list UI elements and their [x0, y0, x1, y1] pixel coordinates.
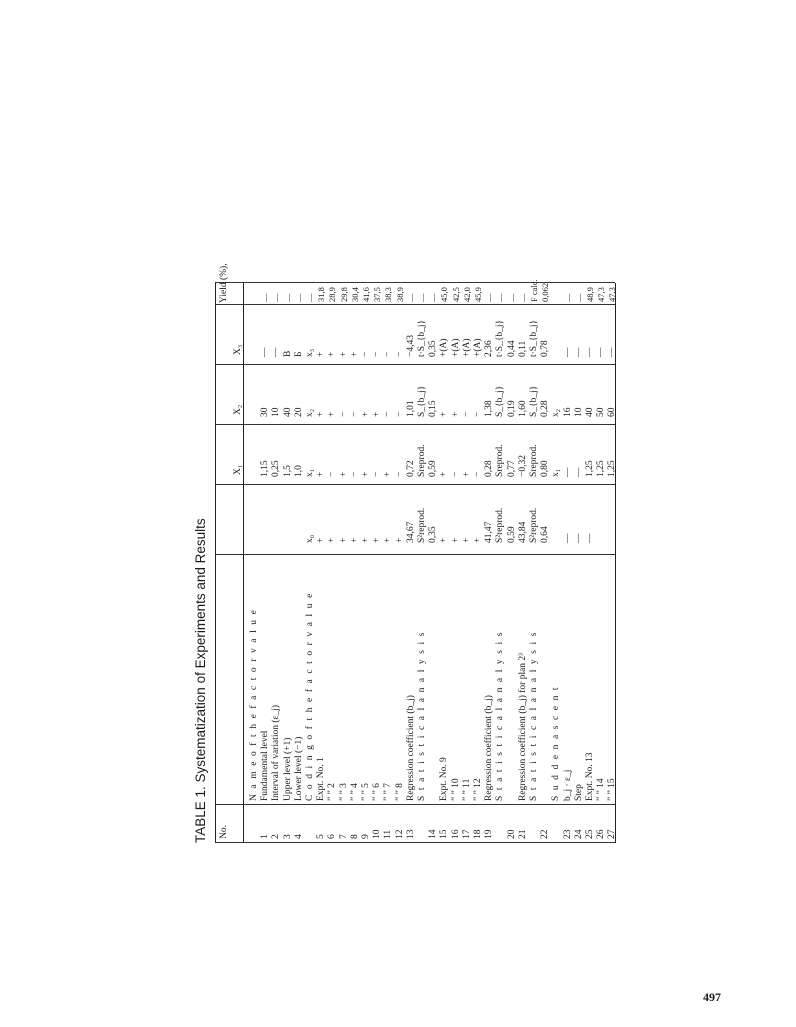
cell-x1: − [450, 471, 461, 477]
cell-label: Expt. No. 13 [585, 752, 595, 801]
cell-x1: − [473, 471, 483, 477]
cell-no: 8 [349, 834, 360, 839]
cell-yield: — [417, 293, 427, 302]
cell-no: 12 [394, 829, 405, 839]
cell-label: ” ” 5 [361, 783, 371, 801]
rule-top [215, 283, 216, 843]
cell-no: 1 [260, 834, 271, 839]
cell-label: Regression coefficient (b_j) for plan 2³ [517, 652, 528, 801]
cell-yield: — [495, 293, 506, 302]
cell-x2: + [361, 411, 371, 417]
cell-no: 25 [585, 829, 595, 839]
cell-x1: 0,72 [405, 460, 416, 477]
cell-no: 2 [271, 834, 282, 839]
cell-x3: +(A) [473, 338, 483, 357]
cell-x2: 10 [573, 407, 584, 417]
cell-x2: + [372, 411, 383, 417]
cell-label: Expt. No. 1 [316, 757, 327, 801]
cell-x0: — [573, 533, 584, 543]
cell-label: S t a t i s t i c a l a n a l y s i s [529, 630, 539, 801]
cell-x1: − [327, 471, 338, 477]
cell-x2: x₂ [551, 408, 562, 417]
cell-x1: 0,59 [428, 460, 439, 477]
cell-x1: 1,25 [596, 460, 607, 477]
rule-bottom [615, 283, 616, 843]
cell-yield: 30,4 [349, 287, 360, 302]
cell-label: S t a t i s t i c a l a n a l y s i s [417, 630, 427, 801]
col-line-x3 [215, 304, 615, 305]
cell-x0: + [461, 537, 472, 543]
cell-no: 5 [316, 834, 327, 839]
cell-yield: — [517, 293, 528, 302]
cell-no: 24 [573, 829, 584, 839]
cell-x1: + [338, 471, 349, 477]
cell-label: ” ” 11 [461, 778, 472, 801]
cell-yield: — [506, 293, 517, 302]
cell-x0: 34,67 [405, 521, 416, 543]
cell-no: 10 [372, 829, 383, 839]
cell-x1: — [562, 467, 573, 477]
cell-no: 9 [361, 834, 371, 839]
cell-yield: — [271, 293, 282, 302]
cell-x2: 0,28 [540, 400, 551, 417]
cell-label: ” ” 14 [596, 778, 607, 801]
header-x3: X₃ [233, 344, 243, 355]
cell-x2: 1,60 [517, 400, 528, 417]
cell-no: 6 [327, 834, 338, 839]
cell-x0: 0,35 [428, 526, 439, 543]
cell-x2: 60 [607, 407, 618, 417]
cell-x3: x₃ [305, 348, 315, 357]
cell-no: 4 [293, 834, 304, 839]
cell-x2: + [316, 411, 327, 417]
cell-x2: + [439, 411, 450, 417]
cell-x2: − [383, 411, 394, 417]
cell-yield: 41,6 [361, 287, 371, 302]
cell-x0: + [361, 537, 371, 543]
cell-no: 7 [338, 834, 349, 839]
cell-label: Step [573, 784, 584, 801]
cell-x3: 0,35 [428, 340, 439, 357]
cell-x2: 1,01 [405, 400, 416, 417]
cell-yield: 31,8 [316, 287, 327, 302]
cell-x1: 1,15 [260, 460, 271, 477]
cell-yield: — [305, 293, 315, 302]
cell-x0: x₀ [305, 534, 315, 543]
cell-x0: S²reprod. [529, 507, 539, 543]
cell-label: Regression coefficient (b_j) [405, 695, 416, 801]
cell-yield: — [484, 293, 495, 302]
cell-x3: 2,36 [484, 340, 495, 357]
cell-x0: + [383, 537, 394, 543]
cell-x3: — [562, 347, 573, 357]
cell-x3: — [596, 347, 607, 357]
cell-x3: +(A) [461, 338, 472, 357]
cell-x3: 0,11 [517, 340, 528, 357]
cell-x2: − [394, 411, 405, 417]
cell-x3: t·S_{b_j} [529, 319, 539, 357]
cell-x0: + [372, 537, 383, 543]
cell-label: ” ” 7 [383, 783, 394, 801]
cell-x3: — [260, 347, 271, 357]
cell-x3: + [316, 351, 327, 357]
cell-yield: 48,9 [585, 287, 595, 302]
cell-x0: + [316, 537, 327, 543]
cell-x1: − [394, 471, 405, 477]
cell-x1: 1,5 [282, 465, 293, 477]
cell-x3: + [327, 351, 338, 357]
cell-label: ” ” 10 [450, 778, 461, 801]
cell-x3: t·S_{b_j} [495, 319, 506, 357]
cell-yield: 28,9 [327, 287, 338, 302]
cell-x1: + [461, 471, 472, 477]
cell-label: S u d d e n a s c e n t [551, 685, 562, 801]
cell-x1: 0,80 [540, 460, 551, 477]
cell-x1: 0,25 [271, 460, 282, 477]
cell-no: 16 [450, 829, 461, 839]
cell-yield: 47,3 [596, 287, 607, 302]
col-line-right [215, 282, 615, 283]
cell-x3: − [361, 351, 371, 357]
cell-no: 11 [383, 829, 394, 839]
header-yield-label: Yield (%), [219, 263, 229, 303]
cell-yield: 29,8 [338, 287, 349, 302]
cell-x2: 30 [260, 407, 271, 417]
cell-x0: — [585, 533, 595, 543]
cell-x3: B [282, 350, 293, 357]
cell-x1: x₁ [551, 468, 562, 477]
cell-no: 17 [461, 829, 472, 839]
header-x2: X₂ [233, 404, 243, 415]
cell-no: 15 [439, 829, 450, 839]
cell-x3: Б [293, 351, 304, 357]
cell-yield: — [260, 293, 271, 302]
cell-x1: 1,25 [607, 460, 618, 477]
cell-x0: + [473, 537, 483, 543]
cell-label: Upper level (+1) [282, 737, 293, 801]
col-line-x2 [215, 364, 615, 365]
cell-no: 13 [405, 829, 416, 839]
cell-yield: 37,5 [372, 287, 383, 302]
cell-x2: 0,19 [506, 400, 517, 417]
cell-x2: 1,38 [484, 400, 495, 417]
cell-x1: — [573, 467, 584, 477]
cell-x3: +(A) [439, 338, 450, 357]
cell-label: ” ” 2 [327, 783, 338, 801]
cell-x1: Sreprod. [495, 444, 506, 477]
cell-x2: − [338, 411, 349, 417]
cell-x0: 43,84 [517, 521, 528, 543]
cell-no: 20 [506, 829, 517, 839]
header-x1: X₁ [233, 464, 243, 475]
cell-yield: — [573, 293, 584, 302]
cell-no: 3 [282, 834, 293, 839]
cell-label: ” ” 15 [607, 778, 618, 801]
cell-label: ” ” 6 [372, 783, 383, 801]
cell-yield: 47,3 [607, 287, 618, 302]
cell-x2: S_{b_j} [417, 385, 427, 417]
cell-x1: 0,77 [506, 460, 517, 477]
cell-x1: + [316, 471, 327, 477]
cell-x3: − [372, 351, 383, 357]
cell-x3: +(A) [450, 338, 461, 357]
cell-x3: — [573, 347, 584, 357]
cell-yield: — [562, 293, 573, 302]
cell-x0: — [562, 533, 573, 543]
cell-yield: F calc. [529, 279, 539, 302]
cell-label: Fundamental level [260, 730, 271, 801]
cell-x1: + [439, 471, 450, 477]
cell-x2: − [349, 411, 360, 417]
cell-x1: − [372, 471, 383, 477]
cell-label: N a m e o f t h e f a c t o r v a l u e [249, 608, 259, 801]
cell-x1: 1,25 [585, 460, 595, 477]
cell-x3: — [585, 347, 595, 357]
col-line-left [215, 842, 615, 843]
cell-x0: + [394, 537, 405, 543]
cell-x2: S_{b_j} [529, 385, 539, 417]
cell-x3: 0,78 [540, 340, 551, 357]
cell-x2: 50 [596, 407, 607, 417]
cell-label: Lower level (−1) [293, 736, 304, 801]
cell-x2: + [450, 411, 461, 417]
cell-x2: − [473, 411, 483, 417]
cell-label: ” ” 8 [394, 783, 405, 801]
cell-label: ” ” 3 [338, 783, 349, 801]
cell-x1: −0,32 [517, 455, 528, 477]
cell-x2: 20 [293, 407, 304, 417]
col-line-no [215, 804, 615, 805]
cell-yield: 0,062 [540, 282, 551, 302]
col-line-x1 [215, 424, 615, 425]
cell-yield: — [405, 293, 416, 302]
cell-x2: − [461, 411, 472, 417]
cell-x1: − [349, 471, 360, 477]
cell-no: 19 [484, 829, 495, 839]
cell-x1: Sreprod. [529, 444, 539, 477]
cell-x0: + [349, 537, 360, 543]
cell-x2: 10 [271, 407, 282, 417]
page-number: 497 [703, 990, 721, 1004]
cell-x1: Sreprod. [417, 444, 427, 477]
cell-x0: + [327, 537, 338, 543]
cell-x1: x₁ [305, 468, 315, 477]
rule-header [243, 283, 244, 843]
cell-label: Interval of variation (ε_j) [271, 704, 282, 801]
cell-label: C o d i n g o f t h e f a c t o r v a l u e [305, 592, 315, 801]
cell-yield: 42,0 [461, 287, 472, 302]
cell-x3: − [394, 351, 405, 357]
cell-no: 21 [517, 829, 528, 839]
cell-x0: 41,47 [484, 521, 495, 543]
cell-x1: 0,28 [484, 460, 495, 477]
cell-x3: + [338, 351, 349, 357]
table-title: TABLE 1. Systematization of Experiments and Results [193, 518, 208, 843]
cell-x2: + [327, 411, 338, 417]
cell-x2: 40 [585, 407, 595, 417]
cell-x3: 0,44 [506, 340, 517, 357]
cell-no: 18 [473, 829, 483, 839]
cell-x0: + [439, 537, 450, 543]
header-no: No. [219, 825, 229, 839]
cell-yield: — [282, 293, 293, 302]
cell-no: 23 [562, 829, 573, 839]
cell-x3: t·S_{b_j} [417, 319, 427, 357]
cell-x0: + [450, 537, 461, 543]
col-line-label [215, 554, 615, 555]
cell-yield: 42,5 [450, 287, 461, 302]
cell-no: 22 [540, 829, 551, 839]
cell-x2: 40 [282, 407, 293, 417]
cell-yield: 38,3 [383, 287, 394, 302]
cell-x3: + [349, 351, 360, 357]
cell-x1: + [383, 471, 394, 477]
cell-x0: S²reprod. [495, 507, 506, 543]
cell-yield: — [293, 293, 304, 302]
cell-yield: 45,0 [439, 287, 450, 302]
cell-x1: + [361, 471, 371, 477]
cell-x2: 0,15 [428, 400, 439, 417]
cell-label: ” ” 4 [349, 783, 360, 801]
cell-x3: −4,43 [405, 335, 416, 357]
cell-x0: 0,64 [540, 526, 551, 543]
cell-no: 14 [428, 829, 439, 839]
cell-yield: — [428, 293, 439, 302]
cell-x2: S_{b_j} [495, 385, 506, 417]
cell-x3: — [607, 347, 618, 357]
cell-label: S t a t i s t i c a l a n a l y s i s [495, 630, 506, 801]
cell-x1: 1,0 [293, 465, 304, 477]
cell-x2: 16 [562, 407, 573, 417]
cell-x3: — [271, 347, 282, 357]
rotated-table [193, 118, 618, 843]
cell-no: 27 [607, 829, 618, 839]
cell-x3: − [383, 351, 394, 357]
cell-x0: S²reprod. [417, 507, 427, 543]
cell-label: Regression coefficient (b_j) [484, 695, 495, 801]
cell-x0: 0,59 [506, 526, 517, 543]
cell-x0: + [338, 537, 349, 543]
cell-no: 26 [596, 829, 607, 839]
cell-x2: x₂ [305, 408, 315, 417]
cell-label: b_j · ε_j [562, 769, 573, 801]
cell-yield: 38,9 [394, 287, 405, 302]
cell-label: ” ” 12 [473, 778, 483, 801]
col-line-x0 [215, 484, 615, 485]
cell-label: Expt. No. 9 [439, 757, 450, 801]
cell-yield: 45,9 [473, 287, 483, 302]
